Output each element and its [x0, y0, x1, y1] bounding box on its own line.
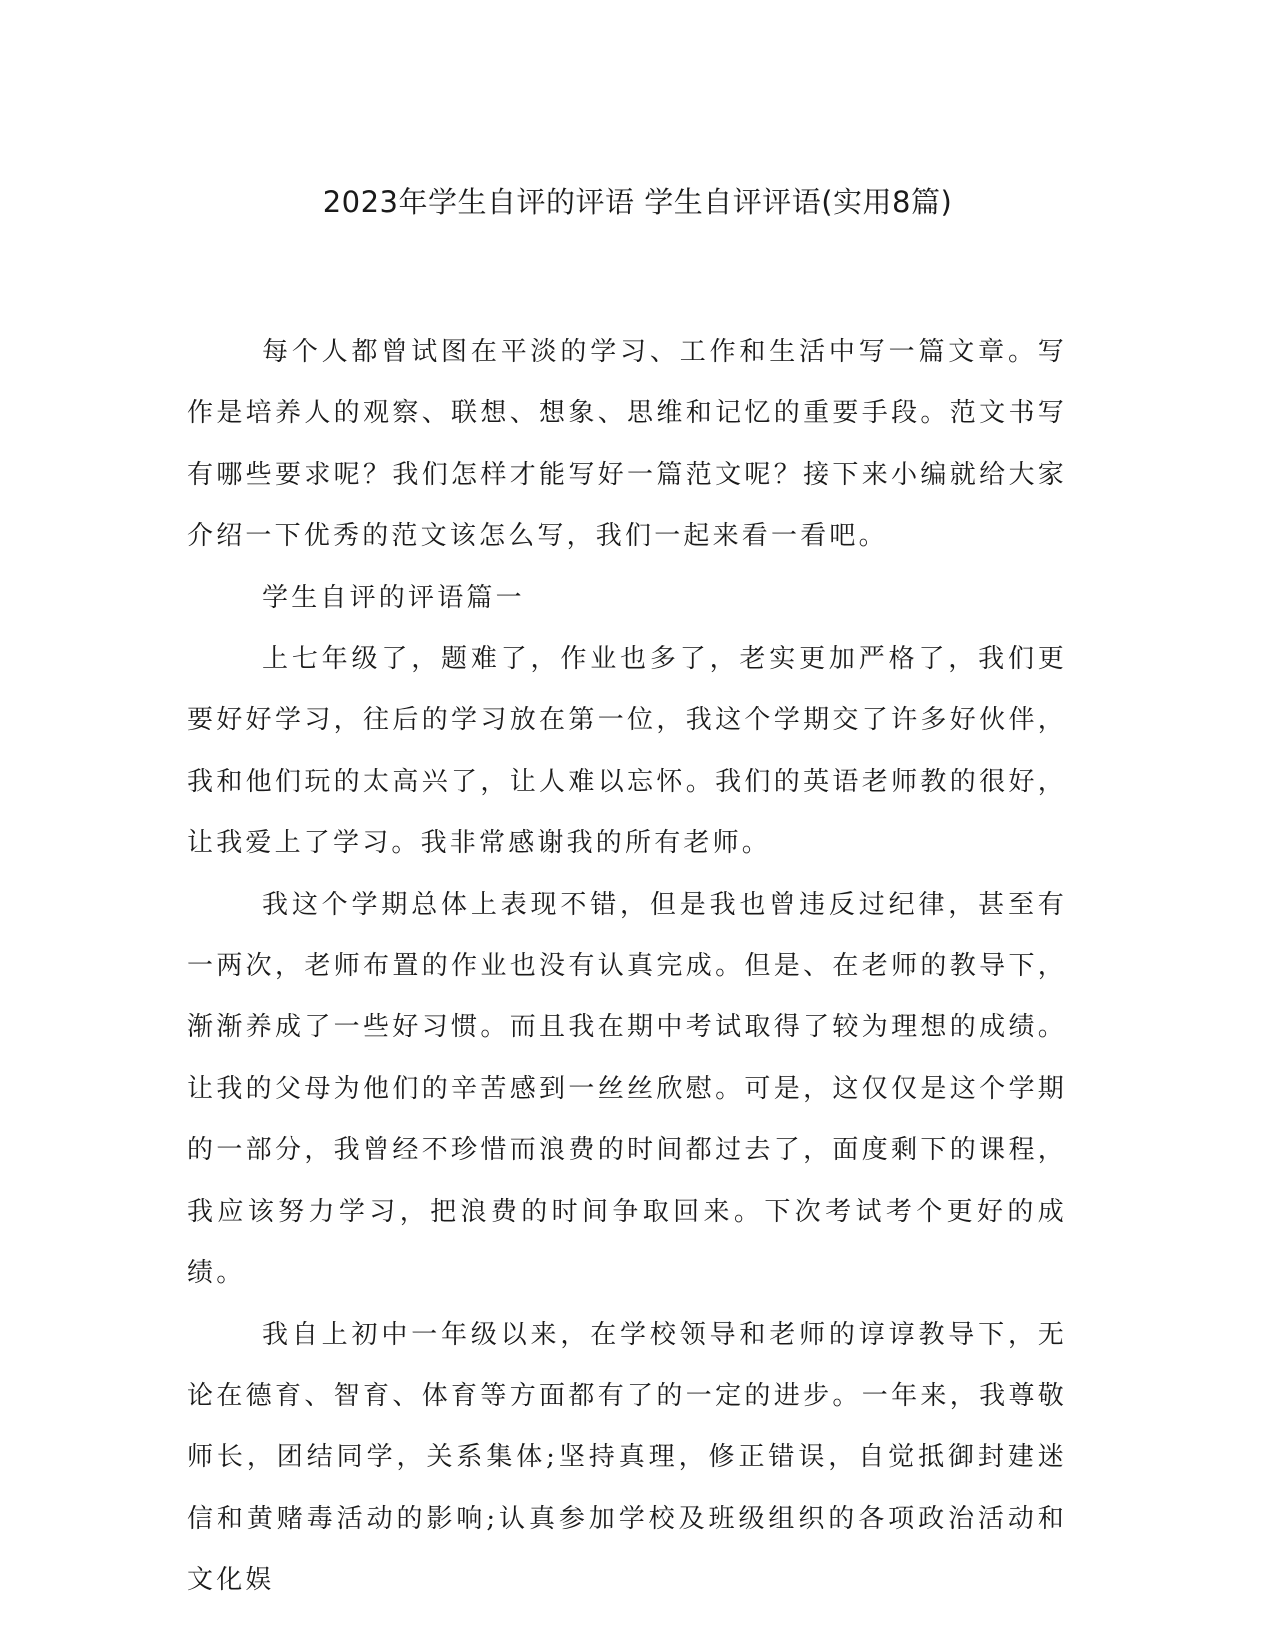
body-paragraph: 我自上初中一年级以来，在学校领导和老师的谆谆教导下，无论在德育、智育、体育等方面都有了的一定的进步。一年来，我尊敬师长，团结同学，关系集体;坚持真理，修正错误，自觉抵御封建迷信和黄赌毒活动的影响;认真参加学校及班级组织的各项政治活动和文化娱 [187, 1319, 1067, 1596]
document-title: 2023年学生自评的评语 学生自评评语(实用8篇) [322, 185, 953, 219]
intro-paragraph: 每个人都曾试图在平淡的学习、工作和生活中写一篇文章。写作是培养人的观察、联想、想象、思维和记忆的重要手段。范文书写有哪些要求呢？我们怎样才能写好一篇范文呢？接下来小编就给大家介绍一下优秀的范文该怎么写，我们一起来看一看吧。 [187, 337, 1067, 552]
section-heading: 学生自评的评语篇一 [262, 582, 525, 613]
body-paragraph: 上七年级了，题难了，作业也多了，老实更加严格了，我们更要好好学习，往后的学习放在第一位，我这个学期交了许多好伙伴，我和他们玩的太高兴了，让人难以忘怀。我们的英语老师教的很好，让我爱上了学习。我非常感谢我的所有老师。 [187, 644, 1067, 859]
body-paragraph: 我这个学期总体上表现不错，但是我也曾违反过纪律，甚至有一两次，老师布置的作业也没有认真完成。但是、在老师的教导下，渐渐养成了一些好习惯。而且我在期中考试取得了较为理想的成绩。让我的父母为他们的辛苦感到一丝丝欣慰。可是，这仅仅是这个学期的一部分，我曾经不珍惜而浪费的时间都过去了，面度剩下的课程，我应该努力学习，把浪费的时间争取回来。下次考试考个更好的成绩。 [187, 889, 1067, 1289]
document-body [187, 322, 1067, 1612]
